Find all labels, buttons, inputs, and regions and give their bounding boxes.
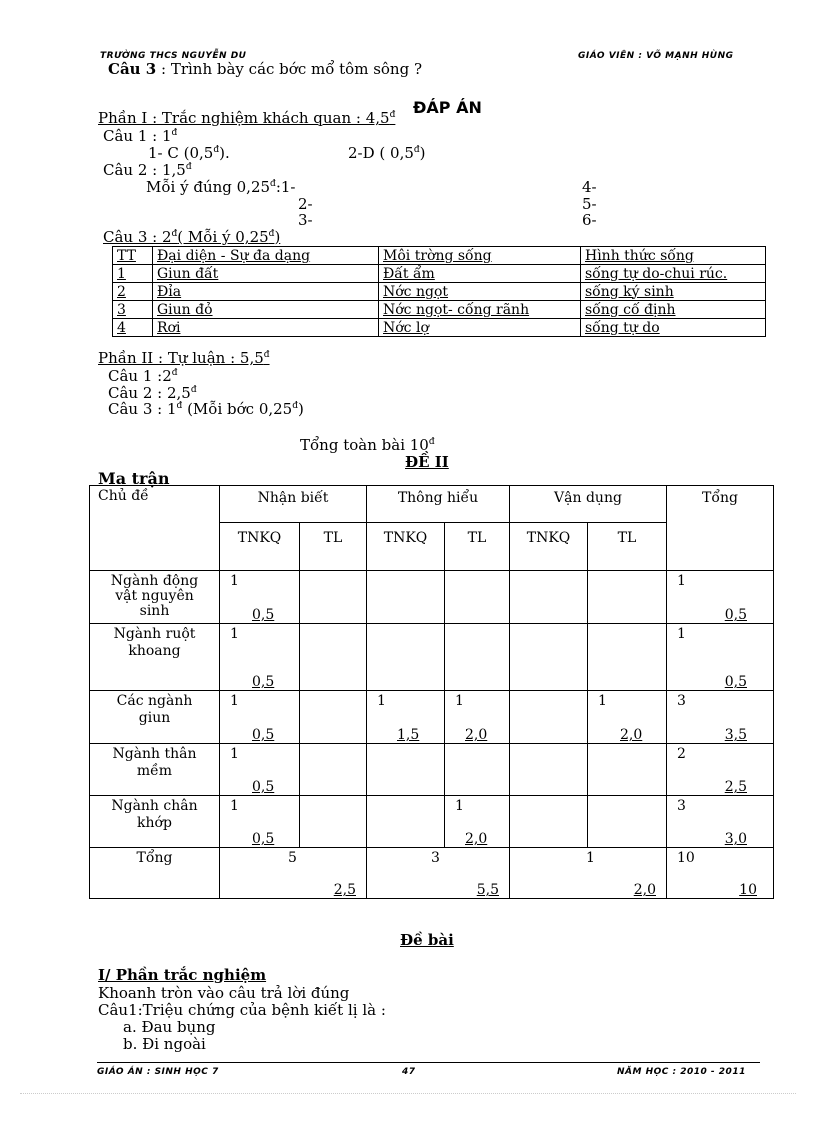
matrix-header-row [90, 486, 774, 523]
exam-option-a: a. Đau bụng [123, 1018, 216, 1036]
matrix-topic: Ngành thân mềm [90, 744, 220, 796]
table-row [90, 571, 774, 624]
table-row [90, 691, 774, 744]
table-cell: sống cố định [581, 301, 766, 319]
matrix-cell: 1 1,5 [367, 691, 445, 744]
table-row [90, 744, 774, 796]
table-cell: Rơi [153, 319, 379, 337]
matrix-sub-header: TL [300, 523, 367, 571]
answer-table-th: Hình thức sống [581, 247, 766, 265]
matrix-cell [300, 571, 367, 624]
matrix-sub-header: TL [588, 523, 667, 571]
matrix-cell: 1 0,5 [220, 691, 300, 744]
table-cell: Nớc ngọt- cống rãnh [379, 301, 581, 319]
matrix-sub-header: TNKQ [510, 523, 588, 571]
matrix-row-total: 1 0,5 [667, 624, 774, 691]
table-cell: Nớc lợ [379, 319, 581, 337]
matrix-cell [588, 571, 667, 624]
answer-table [112, 246, 766, 337]
matrix-cell: 1 2,0 [445, 796, 510, 848]
exam-option-b: b. Đi ngoài [123, 1035, 206, 1053]
table-row [113, 301, 766, 319]
table-cell: 4 [113, 319, 153, 337]
part1-n6: 6- [582, 211, 597, 229]
matrix-cell: 1 0,5 [220, 624, 300, 691]
page-bottom-dots [20, 1093, 796, 1094]
table-cell: Giun đỏ [153, 301, 379, 319]
matrix-row-total: 1 0,5 [667, 571, 774, 624]
part1-n2: 2- [298, 195, 313, 213]
table-row [90, 796, 774, 848]
matrix-topic: Ngành động vật nguyên sinh [90, 571, 220, 624]
part1-n3: 3- [298, 211, 313, 229]
table-cell: Nớc ngọt [379, 283, 581, 301]
matrix-cell [367, 744, 445, 796]
matrix-sum-cell: 3 5,5 [367, 848, 510, 899]
part1-cau1: Câu 1 : $1^đ$ [103, 127, 178, 145]
table-row [90, 624, 774, 691]
footer-right: NĂM HỌC : 2010 - 2011 [617, 1067, 746, 1077]
matrix-topic: Các ngành giun [90, 691, 220, 744]
table-cell: 2 [113, 283, 153, 301]
matrix-cell [510, 744, 588, 796]
table-cell: 1 [113, 265, 153, 283]
question-3-top: Câu 3 : Trình bày các bớc mổ tôm sông ? [108, 60, 423, 78]
matrix-sum-cell: 5 2,5 [220, 848, 367, 899]
matrix-cell [445, 744, 510, 796]
matrix-cell: 1 2,0 [445, 691, 510, 744]
matrix-sub-header: TNKQ [367, 523, 445, 571]
exam-question-1: Câu1:Triệu chứng của bệnh kiết lị là : [98, 1001, 386, 1019]
part2-c2: Câu 2 : $2,5^đ$ [108, 384, 197, 402]
matrix-sum-cell: 1 2,0 [510, 848, 667, 899]
part1-title: Phần I : Trắc nghiệm khách quan : $4,5^đ$ [98, 109, 396, 127]
table-cell: Giun đất [153, 265, 379, 283]
matrix-row-total: 3 3,0 [667, 796, 774, 848]
matrix-cell [445, 624, 510, 691]
matrix-cell [588, 624, 667, 691]
answer-table-header [113, 247, 766, 265]
table-cell: sống ký sinh [581, 283, 766, 301]
matrix-sub-header: TNKQ [220, 523, 300, 571]
answer-table-th: TT [113, 247, 153, 265]
matrix-cell: 1 0,5 [220, 796, 300, 848]
footer-page: 47 [402, 1067, 416, 1077]
part1-cau2: Câu 2 : $1,5^đ$ [103, 161, 192, 179]
matrix-cell [367, 796, 445, 848]
matrix-group-header: Vận dụng [510, 486, 667, 523]
table-cell: sống tự do-chui rúc. [581, 265, 766, 283]
matrix-cell [510, 796, 588, 848]
matrix-grand-total: 10 10 [667, 848, 774, 899]
de-ii-title: ĐỀ II [405, 453, 449, 471]
matrix-group-header: Thông hiểu [367, 486, 510, 523]
exam-instruction: Khoanh tròn vào câu trả lời đúng [98, 984, 350, 1002]
exam-title: Đề bài [400, 931, 454, 949]
answer-table-th: Đại diện - Sự đa dạng [153, 247, 379, 265]
matrix-total-header: Tổng [667, 486, 774, 571]
matrix-cell [510, 624, 588, 691]
table-cell: 3 [113, 301, 153, 319]
part1-cau3: Câu 3 : $2^đ$( Mỗi ý $0,25^đ$) [103, 228, 281, 246]
matrix-cell: 1 0,5 [220, 744, 300, 796]
matrix-sum-row [90, 848, 774, 899]
part1-each: Mỗi ý đúng $0,25^đ:1-$ [146, 178, 296, 196]
matrix-cell [300, 796, 367, 848]
part1-n5: 5- [582, 195, 597, 213]
part1-c1b: 2-D ( $0,5^đ$) [348, 144, 426, 162]
answer-table-th: Môi trờng sống [379, 247, 581, 265]
exam-section: I/ Phần trắc nghiệm [98, 966, 267, 984]
footer-rule [97, 1062, 760, 1063]
matrix-cell [367, 571, 445, 624]
table-row [113, 283, 766, 301]
matrix-cell [300, 624, 367, 691]
matrix-sub-header: TL [445, 523, 510, 571]
table-row [113, 265, 766, 283]
table-cell: sống tự do [581, 319, 766, 337]
matrix-group-header: Nhận biết [220, 486, 367, 523]
matrix-topic: Ngành ruột khoang [90, 624, 220, 691]
matrix-row-total: 2 2,5 [667, 744, 774, 796]
matrix-cell [300, 744, 367, 796]
part1-c1a: 1- C $(0,5^đ)$. [148, 144, 230, 162]
matrix-cell [588, 744, 667, 796]
matrix-topic: Ngành chân khớp [90, 796, 220, 848]
matrix-cell [510, 571, 588, 624]
matrix-cell [367, 624, 445, 691]
part2-title: Phần II : Tự luận : $5,5^đ$ [98, 349, 270, 367]
matrix-title: Ma trận [98, 469, 170, 488]
matrix-cell [300, 691, 367, 744]
table-cell: Đỉa [153, 283, 379, 301]
matrix-sum-label: Tổng [90, 848, 220, 899]
header-teacher: GIÁO VIÊN : VÕ MẠNH HÙNG [578, 51, 734, 61]
matrix-cell [445, 571, 510, 624]
matrix-row-total: 3 3,5 [667, 691, 774, 744]
table-row [113, 319, 766, 337]
total-score: Tổng toàn bài $10^đ$ [300, 436, 435, 454]
header-school: TRƯỜNG THCS NGUYỄN DU [100, 51, 247, 61]
table-cell: Đất ẩm [379, 265, 581, 283]
matrix-cell [588, 796, 667, 848]
matrix-cell: 1 0,5 [220, 571, 300, 624]
matrix-topic-header: Chủ đề [90, 486, 220, 571]
footer-left: GIÁO ÁN : SINH HỌC 7 [97, 1067, 219, 1077]
matrix-table [89, 485, 774, 899]
part2-c3: Câu 3 : $1^đ$ (Mỗi bớc $0,25^đ$) [108, 400, 304, 418]
answer-title: ĐÁP ÁN [413, 98, 482, 117]
part2-c1: Câu 1 $:2^đ$ [108, 367, 178, 385]
matrix-cell [510, 691, 588, 744]
matrix-cell: 1 2,0 [588, 691, 667, 744]
part1-n4: 4- [582, 178, 597, 196]
